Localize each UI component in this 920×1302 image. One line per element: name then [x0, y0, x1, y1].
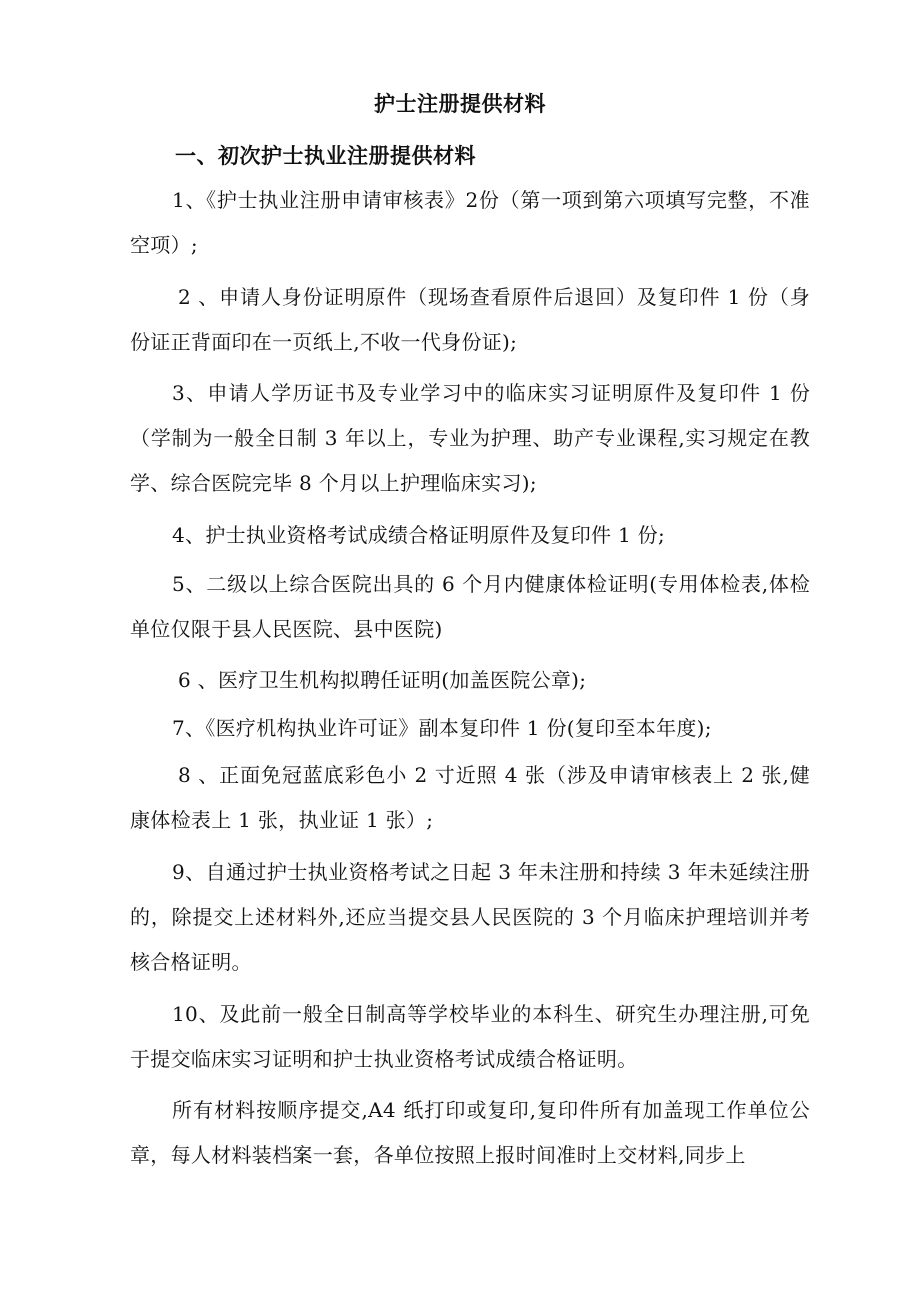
paragraph-item-7: 7、《医疗机构执业许可证》副本复印件 1 份(复印至本年度);	[172, 716, 712, 740]
closing-paragraph: 所有材料按顺序提交,A4 纸打印或复印,复印件所有加盖现工作单位公章，每人材料装档案一套，各单位按照上报时间准时上交材料,同步上	[130, 1098, 810, 1167]
paragraph-item-3: 3、申请人学历证书及专业学习中的临床实习证明原件及复印件 1 份（学制为一般全日制 3 年以上，专业为护理、助产专业课程,实习规定在教学、综合医院完毕 8 个月以上护理临床实习);	[130, 381, 810, 495]
paragraph-item-4: 4、护士执业资格考试成绩合格证明原件及复印件 1 份;	[172, 523, 666, 547]
section-heading: 一、初次护士执业注册提供材料	[175, 143, 476, 168]
paragraph-item-5: 5、二级以上综合医院出具的 6 个月内健康体检证明(专用体检表,体检单位仅限于县人民医院、县中医院)	[130, 572, 810, 641]
paragraph-item-8: 8 、正面免冠蓝底彩色小 2 寸近照 4 张（涉及申请审核表上 2 张,健康体检表上 1 张，执业证 1 张）;	[130, 763, 810, 832]
paragraph-item-2: 2 、申请人身份证明原件（现场查看原件后退回）及复印件 1 份（身份证正背面印在一页纸上,不收一代身份证);	[130, 285, 810, 354]
paragraph-item-9: 9、自通过护士执业资格考试之日起 3 年未注册和持续 3 年未延续注册的，除提交上述材料外,还应当提交县人民医院的 3 个月临床护理培训并考核合格证明。	[130, 860, 810, 974]
paragraph-item-1: 1、《护士执业注册申请审核表》2份（第一项到第六项填写完整，不准空项）;	[130, 188, 810, 257]
paragraph-item-10: 10、及此前一般全日制高等学校毕业的本科生、研究生办理注册,可免于提交临床实习证明和护士执业资格考试成绩合格证明。	[130, 1002, 810, 1071]
paragraph-item-6: 6 、医疗卫生机构拟聘任证明(加盖医院公章);	[178, 668, 587, 692]
document-title: 护士注册提供材料	[374, 91, 546, 116]
